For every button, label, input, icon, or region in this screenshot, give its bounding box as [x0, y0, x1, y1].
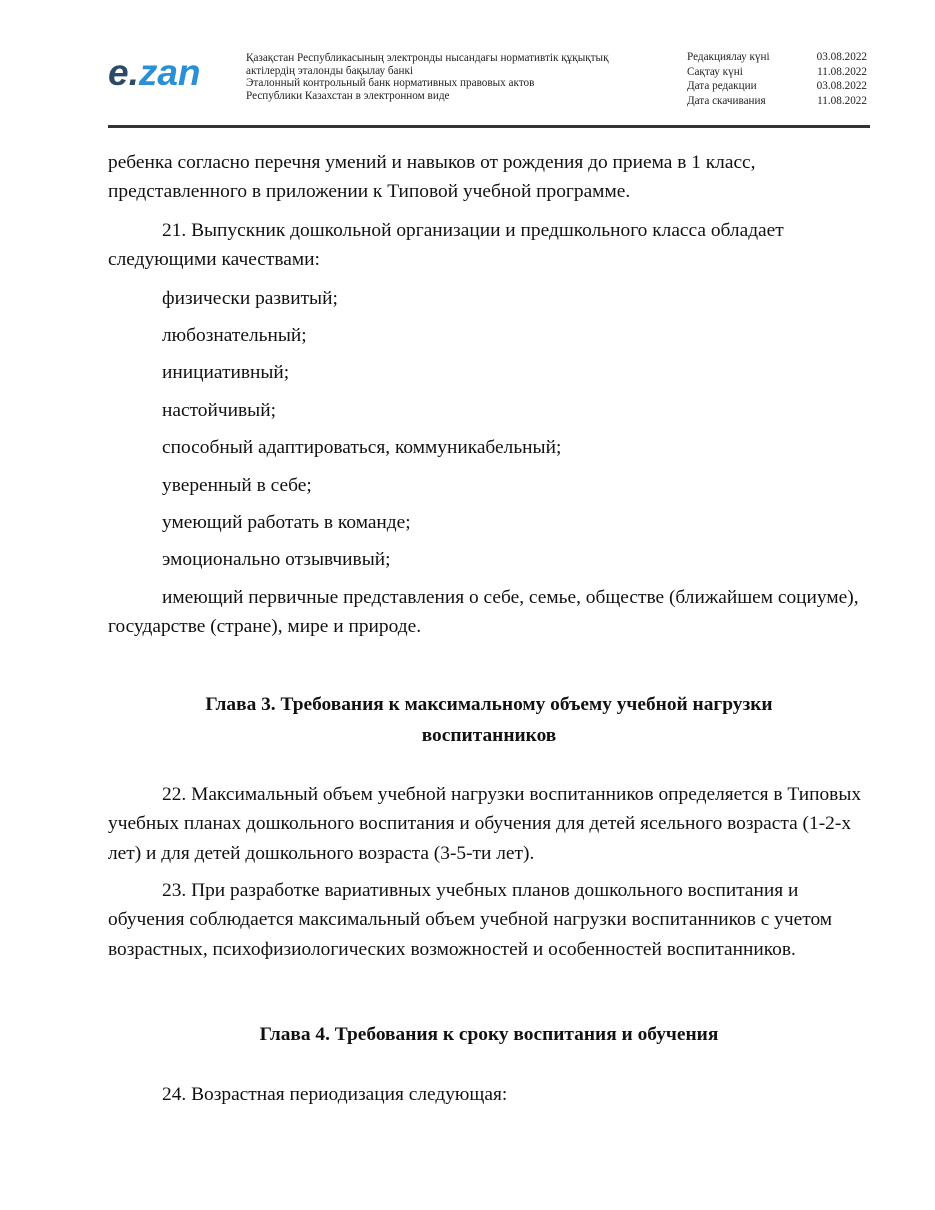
meta-value: 11.08.2022 [817, 95, 867, 108]
ezan-logo: e.zan [108, 52, 201, 93]
header-title-line: Қазақстан Республикасының электронды нысандағы нормативтік құқықтық [246, 52, 609, 64]
meta-label: Дата скачивания [687, 95, 766, 108]
quality-item: физически развитый; [162, 287, 338, 309]
meta-label: Дата редакции [687, 80, 757, 93]
page-header [0, 0, 935, 130]
chapter-3-heading-line-1: Глава 3. Требования к максимальному объему учебной нагрузки [205, 693, 773, 715]
header-title-line: актілердің эталонды бақылау банкі [246, 64, 414, 77]
paragraph-24: 24. Возрастная периодизация следующая: [162, 1084, 508, 1106]
chapter-3-heading-line-2: воспитанников [421, 724, 557, 746]
meta-label: Сақтау күні [687, 65, 743, 78]
header-title [246, 52, 666, 102]
meta-row-save-date-kz [687, 65, 867, 80]
quality-item: умеющий работать в команде; [162, 512, 411, 534]
header-title-line: Республики Казахстан в электронном виде [246, 89, 450, 102]
paragraph-continuation: ребенка согласно перечня умений и навыков от рождения до приема в 1 класс, представленного в приложении к Типовой учебной программе. [108, 152, 756, 203]
meta-row-edit-date [687, 79, 867, 94]
document-body [108, 148, 870, 1110]
meta-row-download-date [687, 94, 867, 109]
header-title-line: Эталонный контрольный банк нормативных правовых актов [246, 77, 535, 90]
chapter-3-heading [108, 689, 870, 751]
quality-item-last: имеющий первичные представления о себе, семье, обществе (ближайшем социуме), государстве (стране), мире и природе. [108, 586, 859, 638]
quality-item: инициативный; [162, 362, 290, 384]
meta-value: 03.08.2022 [816, 80, 867, 93]
paragraph-23: 23. При разработке вариативных учебных планов дошкольного воспитания и обучения соблюдается максимальный объем учебной нагрузки воспитанников с учетом возрастных, психофизиологических возможностей и особенностей воспитанников. [108, 879, 833, 960]
quality-item: способный адаптироваться, коммуникабельный; [162, 437, 562, 459]
quality-item: настойчивый; [162, 399, 276, 421]
meta-value: 03.08.2022 [816, 51, 867, 63]
quality-item: эмоционально отзывчивый; [162, 549, 391, 571]
paragraph-22: 22. Максимальный объем учебной нагрузки воспитанников определяется в Типовых учебных планах дошкольного воспитания и обучения для детей ясельного возраста (1-2-х лет) и для детей дошкольного возраста (3-5-ти лет). [108, 783, 862, 864]
meta-value: 11.08.2022 [817, 65, 867, 78]
quality-item: уверенный в себе; [162, 474, 312, 496]
meta-label: Редакциялау күні [687, 51, 770, 63]
meta-row-edit-date-kz [687, 50, 867, 65]
header-dates [687, 50, 867, 109]
paragraph-21: 21. Выпускник дошкольной организации и предшкольного класса обладает следующими качествами: [108, 219, 784, 271]
header-divider [108, 125, 870, 128]
quality-item: любознательный; [162, 325, 307, 347]
chapter-4-heading: Глава 4. Требования к сроку воспитания и обучения [259, 1024, 719, 1046]
